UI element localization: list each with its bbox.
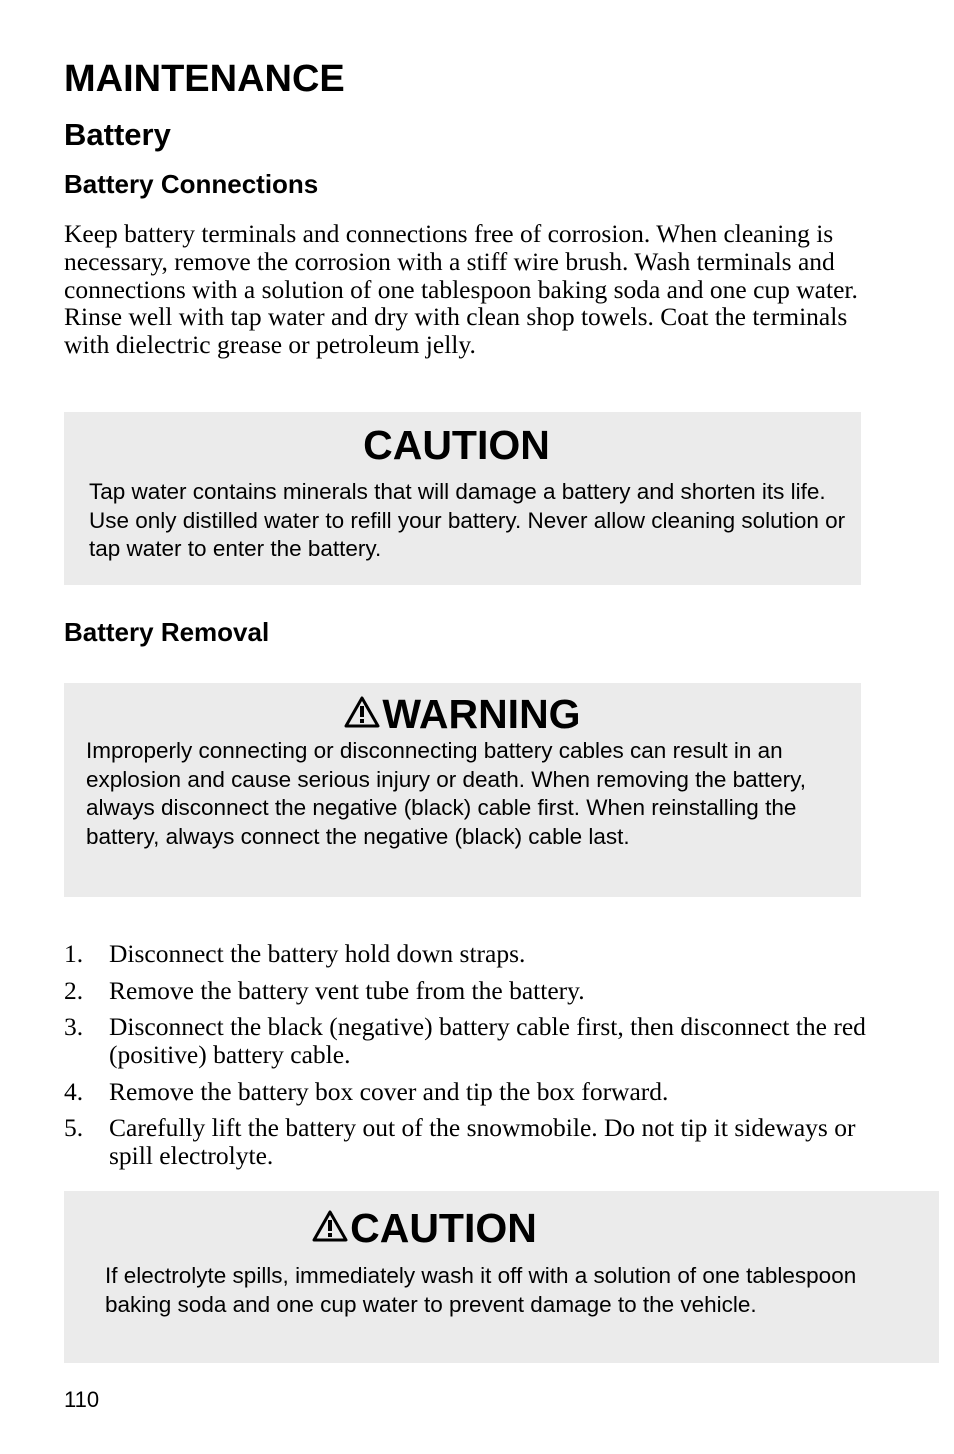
step-number: 4. <box>64 1076 84 1106</box>
section-title: MAINTENANCE <box>64 58 345 100</box>
warning-text: Improperly connecting or disconnecting battery cables can result in an explosion and cause serious injury or death. When removing the battery, always disconnect the negative (black) cable first. When reinstalling the battery, always connect the negative (black) cable last. <box>86 738 806 849</box>
caution-title: CAUTION <box>363 422 550 468</box>
caution-text: Tap water contains minerals that will damage a battery and shorten its life. Use only distilled water to refill your battery. Never allow cleaning solution or tap water to enter the battery. <box>89 479 846 561</box>
step-text: Disconnect the black (negative) battery cable first, then disconnect the red (positive) battery cable. <box>109 1012 866 1069</box>
step-text: Remove the battery vent tube from the battery. <box>109 975 585 1005</box>
warning-triangle-icon <box>312 1205 348 1251</box>
battery-connections-heading: Battery Connections <box>64 169 319 199</box>
battery-connections-paragraph: Keep battery terminals and connections free of corrosion. When cleaning is necessary, remove the corrosion with a stiff wire brush. Wash terminals and connections with a solution of one tablespoon baking soda and one cup water. Rinse well with tap water and dry with clean shop towels. Coat the terminals with dielectric grease or petroleum jelly. <box>64 219 858 360</box>
caution-text: If electrolyte spills, immediately wash it off with a solution of one tablespoon baking soda and one cup water to prevent damage to the vehicle. <box>105 1263 857 1317</box>
page-number: 110 <box>64 1387 100 1412</box>
step-text: Remove the battery box cover and tip the box forward. <box>109 1076 669 1106</box>
warning-title: WARNING <box>64 691 861 737</box>
step-number: 3. <box>64 1012 84 1042</box>
step-text: Carefully lift the battery out of the snowmobile. Do not tip it sideways or spill electrolyte. <box>109 1113 856 1170</box>
warning-notice <box>64 683 861 897</box>
caution-notice-tap-water <box>64 412 861 585</box>
warning-triangle-icon <box>344 691 380 737</box>
step-text: Disconnect the battery hold down straps. <box>109 939 526 968</box>
list-item <box>64 1078 874 1106</box>
step-number: 5. <box>64 1113 84 1143</box>
step-number: 1. <box>64 939 84 968</box>
list-item <box>64 940 874 968</box>
caution-notice-electrolyte <box>64 1191 939 1363</box>
list-item <box>64 1114 874 1170</box>
caution-title: CAUTION <box>0 1205 862 1251</box>
battery-removal-heading: Battery Removal <box>64 617 270 647</box>
removal-steps-list <box>64 940 874 1179</box>
step-number: 2. <box>64 975 84 1005</box>
list-item <box>64 977 874 1005</box>
subsection-title: Battery <box>64 117 171 152</box>
list-item <box>64 1013 874 1069</box>
